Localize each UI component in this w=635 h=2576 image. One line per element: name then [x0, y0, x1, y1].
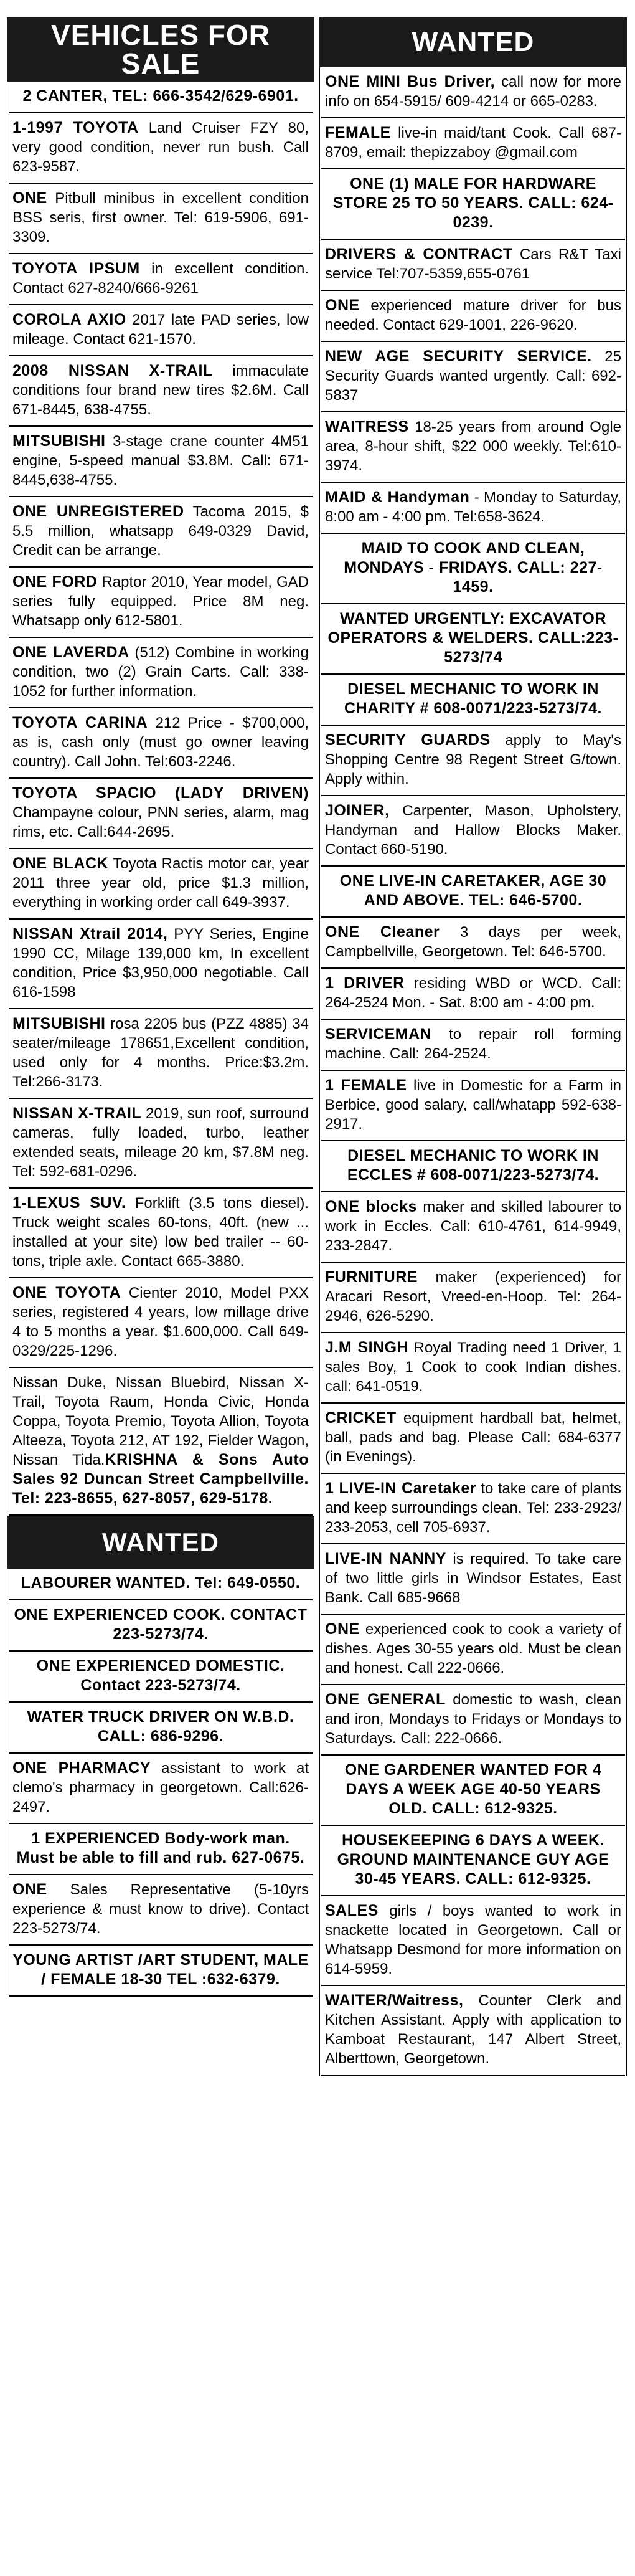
- ad-body: PYY Series, Engine 1990 CC, Milage 139,000 km, In excellent condition, Price $3,950,000 negotiable. Call 616-1598: [12, 926, 309, 1000]
- classified-ad: [9, 568, 313, 638]
- ad-lead: WATER TRUCK DRIVER ON W.B.D. CALL: 686-9296.: [27, 1708, 294, 1745]
- classified-ad: [9, 305, 313, 356]
- ad-body: rosa 2205 bus (PZZ 4885) 34 seater/mileage 178651,Excellent condition, used only for 4 months. Price:$3.2m. Tel:266-3173.: [12, 1015, 309, 1090]
- ad-lead: MAID & Handyman: [325, 488, 470, 506]
- ad-body: girls / boys wanted to work in snackette located in Georgetown. Call or Whatsapp Desmond for more information on 614-5959.: [325, 1903, 621, 1977]
- classified-ad: [321, 796, 625, 867]
- wanted-right-header: WANTED: [319, 17, 627, 67]
- ad-lead: DRIVERS & CONTRACT: [325, 245, 513, 263]
- ad-body: immaculate conditions four brand new tires $2.6M. Call 671-8445, 638-4755.: [12, 363, 309, 418]
- classified-ad: [321, 67, 625, 118]
- classified-ad: [9, 1600, 313, 1652]
- ad-lead: YOUNG ARTIST /ART STUDENT, MALE / FEMALE 18-30 TEL :632-6379.: [12, 1951, 309, 1988]
- ad-lead: SALES: [325, 1902, 379, 1919]
- ad-lead: WAITRESS: [325, 418, 409, 435]
- classified-ad: [321, 969, 625, 1020]
- classified-ad: [321, 118, 625, 169]
- ad-body: Cars R&T Taxi service Tel:707-5359,655-0761: [325, 246, 621, 282]
- classified-ad: [321, 1896, 625, 1986]
- vehicles-list: [7, 82, 314, 1516]
- classified-ad: [321, 240, 625, 291]
- ad-body: to take care of plants and keep surroundings clean. Tel: 233-2923/ 233-2053, cell 705-6937.: [325, 1480, 621, 1536]
- ad-lead: ONE LAVERDA: [12, 644, 129, 661]
- ad-body: Forklift (3.5 tons diesel). Truck weight scales 60-tons, 40ft. (new ... installed at your site) low bed trailer -- 60-tons, triple axle. Contact 665-3880.: [12, 1195, 309, 1270]
- classified-ad: [321, 342, 625, 412]
- ad-body: 3 days per week, Campbellville, Georgetown. Tel: 646-5700.: [325, 924, 621, 960]
- ad-lead: LABOURER WANTED. Tel: 649-0550.: [21, 1574, 301, 1592]
- ad-lead: ONE FORD: [12, 573, 98, 591]
- ad-lead: NISSAN Xtrail 2014,: [12, 925, 168, 943]
- classified-ad: [321, 291, 625, 342]
- ad-body: 3-stage crane counter 4M51 engine, 5-speed manual $3.8M. Call: 671-8445,638-4755.: [12, 433, 309, 488]
- ad-body: Counter Clerk and Kitchen Assistant. Apply with application to Kamboat Restaurant, 147 Albert Street, Alberttown, Georgetown.: [325, 1992, 621, 2067]
- ad-lead: ONE PHARMACY: [12, 1759, 151, 1777]
- classified-ad: [321, 1474, 625, 1544]
- classified-ad: [321, 918, 625, 969]
- ad-lead: ONE LIVE-IN CARETAKER, AGE 30 AND ABOVE. TEL: 646-5700.: [339, 872, 607, 909]
- ad-body: Tacoma 2015, $ 5.5 million, whatsapp 649-0329 David, Credit can be arrange.: [12, 503, 309, 559]
- classified-ad: [9, 113, 313, 184]
- classified-ad: [9, 849, 313, 920]
- classified-ad: [321, 1826, 625, 1896]
- ad-lead: MITSUBISHI: [12, 1015, 106, 1032]
- classified-ad: [9, 1368, 313, 1516]
- ad-lead: WAITER/Waitress,: [325, 1992, 464, 2009]
- ad-body: - Monday to Saturday, 8:00 am - 4:00 pm. Tel:658-3624.: [325, 489, 621, 525]
- classified-ad: [321, 1404, 625, 1474]
- classified-ad: [321, 1685, 625, 1756]
- classified-ad: [321, 412, 625, 483]
- ad-body: Royal Trading need 1 Driver, 1 sales Boy, 1 Cook to cook Indian dishes. call: 641-0519.: [325, 1339, 622, 1395]
- ad-lead: J.M SINGH: [325, 1339, 409, 1356]
- ad-lead: ONE: [12, 189, 47, 207]
- ad-lead: ONE Cleaner: [325, 923, 440, 941]
- ad-body: apply to May's Shopping Centre 98 Regent Street G/town. Apply within.: [325, 732, 621, 787]
- classified-ad: [321, 1615, 625, 1685]
- ad-body: live in Domestic for a Farm in Berbice, good salary, call/whatapp 592-638-2917.: [325, 1077, 621, 1133]
- ad-lead: FEMALE: [325, 124, 391, 141]
- ad-lead: 1 EXPERIENCED Body-work man. Must be able to fill and rub. 627-0675.: [16, 1830, 305, 1866]
- classified-ad: [321, 1071, 625, 1141]
- ad-lead: ONE MINI Bus Driver,: [325, 73, 496, 90]
- ad-lead: SERVICEMAN: [325, 1025, 432, 1043]
- ad-lead: JOINER,: [325, 802, 390, 819]
- ad-body: Nissan Duke, Nissan Bluebird, Nissan X-Trail, Toyota Raum, Honda Civic, Honda Coppa, Toyota Premio, Toyota Allion, Toyota Alteeza, Toyota 212, AT 192, Fielder Wagon, Nissan Tida.: [12, 1374, 309, 1468]
- classified-ad: [9, 1099, 313, 1189]
- classified-ad: [9, 1703, 313, 1754]
- ad-body: Carpenter, Mason, Upholstery, Handyman and Hallow Blocks Maker. Contact 660-5190.: [325, 802, 621, 858]
- ad-lead: ONE blocks: [325, 1198, 417, 1215]
- classified-ad: [9, 708, 313, 779]
- ad-body: is required. To take care of two little girls in Windsor Estates, East Bank. Call 685-9668: [325, 1551, 621, 1606]
- ad-body: 25 Security Guards wanted urgently. Call: 692-5837: [325, 348, 621, 404]
- classified-ad: [9, 1946, 313, 1997]
- classified-ad: [321, 1333, 625, 1404]
- classified-ad: [9, 1875, 313, 1946]
- classified-ad: [321, 1263, 625, 1333]
- ad-body: residing WBD or WCD. Call: 264-2524 Mon. - Sat. 8:00 am - 4:00 pm.: [325, 975, 621, 1011]
- classified-ad: [321, 1756, 625, 1826]
- classified-ad: [9, 638, 313, 708]
- ad-lead: COROLA AXIO: [12, 311, 126, 328]
- classified-ad: [9, 497, 313, 568]
- ad-body: in excellent condition. Contact 627-8240/666-9261: [12, 260, 309, 297]
- classified-ad: [321, 483, 625, 534]
- wanted-left-list: [7, 1569, 314, 1997]
- ad-lead: ONE: [12, 1881, 47, 1898]
- ad-lead: CRICKET: [325, 1409, 397, 1427]
- ad-lead: 1 FEMALE: [325, 1077, 407, 1094]
- ad-lead: SECURITY GUARDS: [325, 731, 491, 749]
- classified-ad: [9, 1569, 313, 1600]
- classified-ad: [321, 1020, 625, 1071]
- classified-ad: [9, 1652, 313, 1703]
- ad-lead: NISSAN X-TRAIL: [12, 1105, 142, 1122]
- ad-body: Sales Representative (5-10yrs experience & must know to drive). Contact 223-5273/74.: [12, 1881, 309, 1937]
- left-column: [7, 17, 314, 1997]
- ad-lead: HOUSEKEEPING 6 DAYS A WEEK. GROUND MAINTENANCE GUY AGE 30-45 YEARS. CALL: 612-9325.: [337, 1832, 609, 1888]
- ad-body: equipment hardball bat, helmet, ball, pads and bag. Please Call: 684-6377 (in Evenings).: [325, 1410, 621, 1465]
- classified-ad: [9, 1824, 313, 1875]
- ad-lead: WANTED URGENTLY: EXCAVATOR OPERATORS & WELDERS. CALL:223-5273/74: [327, 610, 619, 666]
- ad-lead: DIESEL MECHANIC TO WORK IN ECCLES # 608-0071/223-5273/74.: [347, 1147, 600, 1184]
- ad-lead: ONE EXPERIENCED DOMESTIC. Contact 223-5273/74.: [36, 1657, 285, 1694]
- ad-lead: ONE GENERAL: [325, 1691, 446, 1708]
- ad-lead: 2 CANTER, TEL: 666-3542/629-6901.: [22, 87, 299, 105]
- classified-ad: [321, 1986, 625, 2076]
- ad-lead: ONE GARDENER WANTED FOR 4 DAYS A WEEK AGE 40-50 YEARS OLD. CALL: 612-9325.: [344, 1761, 602, 1817]
- ad-body: experienced cook to cook a variety of dishes. Ages 30-55 years old. Must be clean and honest. Call 222-0666.: [325, 1621, 621, 1676]
- ad-body: maker and skilled labourer to work in Eccles. Call: 610-4761, 614-9949, 233-2847.: [325, 1199, 621, 1254]
- classified-ad: [9, 1009, 313, 1099]
- ad-body: experienced mature driver for bus needed. Contact 629-1001, 226-9620.: [325, 297, 621, 333]
- wanted-right-list: [319, 67, 627, 2076]
- classified-ad: [321, 604, 625, 675]
- ad-body: Toyota Ractis motor car, year 2011 three year old, price $1.3 million, everything in working order call 649-3937.: [12, 855, 309, 911]
- ad-lead: MAID TO COOK AND CLEAN, MONDAYS - FRIDAYS. CALL: 227-1459.: [344, 539, 603, 596]
- ad-lead: 1 LIVE-IN Caretaker: [325, 1480, 476, 1497]
- ad-body: assistant to work at clemo's pharmacy in georgetown. Call:626-2497.: [12, 1760, 309, 1815]
- ad-body: Cienter 2010, Model PXX series, registered 4 years, low millage drive 4 to 5 months a year. $1.600,000. Call 649-0329/225-1296.: [12, 1285, 309, 1359]
- ad-lead: TOYOTA SPACIO (LADY DRIVEN): [12, 784, 309, 802]
- right-column: [319, 17, 627, 2076]
- ad-body: 2019, sun roof, surround cameras, fully loaded, turbo, leather extended seats, mileage 20 km, $7.8M neg. Tel: 592-681-0296.: [12, 1105, 309, 1180]
- ad-lead: 1-LEXUS SUV.: [12, 1194, 126, 1212]
- ad-body: 2017 late PAD series, low mileage. Contact 621-1570.: [12, 311, 309, 348]
- ad-lead: ONE (1) MALE FOR HARDWARE STORE 25 TO 50 YEARS. CALL: 624-0239.: [332, 175, 614, 231]
- ad-lead: TOYOTA IPSUM: [12, 260, 140, 277]
- ad-body: 212 Price - $700,000, as is, cash only (must go owner leaving country). Call John. Tel:603-2246.: [12, 715, 309, 770]
- ad-tail: KRISHNA & Sons Auto Sales 92 Duncan Street Campbellville. Tel: 223-8655, 627-8057, 629-5178.: [12, 1451, 309, 1507]
- classified-ad: [9, 82, 313, 113]
- vehicles-header: VEHICLES FOR SALE: [7, 17, 314, 82]
- classified-ad: [321, 867, 625, 918]
- ad-body: Pitbull minibus in excellent condition BSS seris, first owner. Tel: 619-5906, 691-3309.: [12, 190, 309, 245]
- classified-ad: [321, 675, 625, 726]
- ad-lead: ONE TOYOTA: [12, 1284, 121, 1301]
- ad-body: Champayne colour, PNN series, alarm, mag rims, etc. Call:644-2695.: [12, 804, 309, 840]
- ad-lead: ONE EXPERIENCED COOK. CONTACT 223-5273/74.: [14, 1606, 308, 1643]
- classified-ad: [9, 1754, 313, 1824]
- ad-lead: 1-1997 TOYOTA: [12, 119, 139, 136]
- ad-lead: LIVE-IN NANNY: [325, 1550, 446, 1567]
- classified-ad: [321, 1544, 625, 1615]
- classified-ad: [9, 356, 313, 427]
- classified-ad: [321, 169, 625, 240]
- ad-lead: FURNITURE: [325, 1268, 418, 1286]
- ad-body: 18-25 years from around Ogle area, 8-hour shift, $22 000 weekly. Tel:610-3974.: [325, 419, 621, 474]
- ad-lead: ONE BLACK: [12, 855, 109, 872]
- classified-ad: [321, 1141, 625, 1192]
- ad-body: (512) Combine in working condition, two (2) Grain Carts. Call: 338-1052 for further information.: [12, 644, 309, 700]
- classified-ad: [9, 920, 313, 1009]
- classified-ad: [9, 1278, 313, 1368]
- classified-ad: [321, 1192, 625, 1263]
- ad-body: to repair roll forming machine. Call: 264-2524.: [325, 1026, 621, 1062]
- ad-body: live-in maid/tant Cook. Call 687-8709, email: thepizzaboy @gmail.com: [325, 125, 621, 161]
- ad-body: Land Cruiser FZY 80, very good condition, never run bush. Call 623-9587.: [12, 120, 309, 175]
- classified-ad: [9, 254, 313, 305]
- ad-body: maker (experienced) for Aracari Resort, Vreed-en-Hoop. Tel: 264-2946, 626-5290.: [325, 1269, 621, 1324]
- classified-ad: [9, 184, 313, 254]
- wanted-left-header: WANTED: [7, 1516, 314, 1569]
- ad-body: domestic to wash, clean and iron, Mondays to Fridays or Mondays to Saturdays. Call: 222-0666.: [325, 1691, 621, 1747]
- ad-lead: TOYOTA CARINA: [12, 714, 148, 731]
- classified-ad: [9, 779, 313, 849]
- ad-body: Raptor 2010, Year model, GAD series fully equipped. Price 8M neg. Whatsapp only 612-5801.: [12, 574, 309, 629]
- ad-lead: ONE: [325, 297, 360, 314]
- ad-lead: 2008 NISSAN X-TRAIL: [12, 362, 213, 379]
- classified-ad: [9, 1189, 313, 1278]
- classified-ad: [321, 534, 625, 604]
- ad-lead: ONE: [325, 1620, 360, 1638]
- ad-lead: 1 DRIVER: [325, 974, 405, 992]
- ad-lead: MITSUBISHI: [12, 432, 106, 450]
- ad-body: call now for more info on 654-5915/ 609-4214 or 665-0283.: [325, 74, 621, 110]
- classified-ad: [321, 726, 625, 796]
- classified-ad: [9, 427, 313, 497]
- ad-lead: ONE UNREGISTERED: [12, 503, 184, 520]
- ad-lead: NEW AGE SECURITY SERVICE.: [325, 348, 592, 365]
- ad-lead: DIESEL MECHANIC TO WORK IN CHARITY # 608-0071/223-5273/74.: [344, 680, 602, 717]
